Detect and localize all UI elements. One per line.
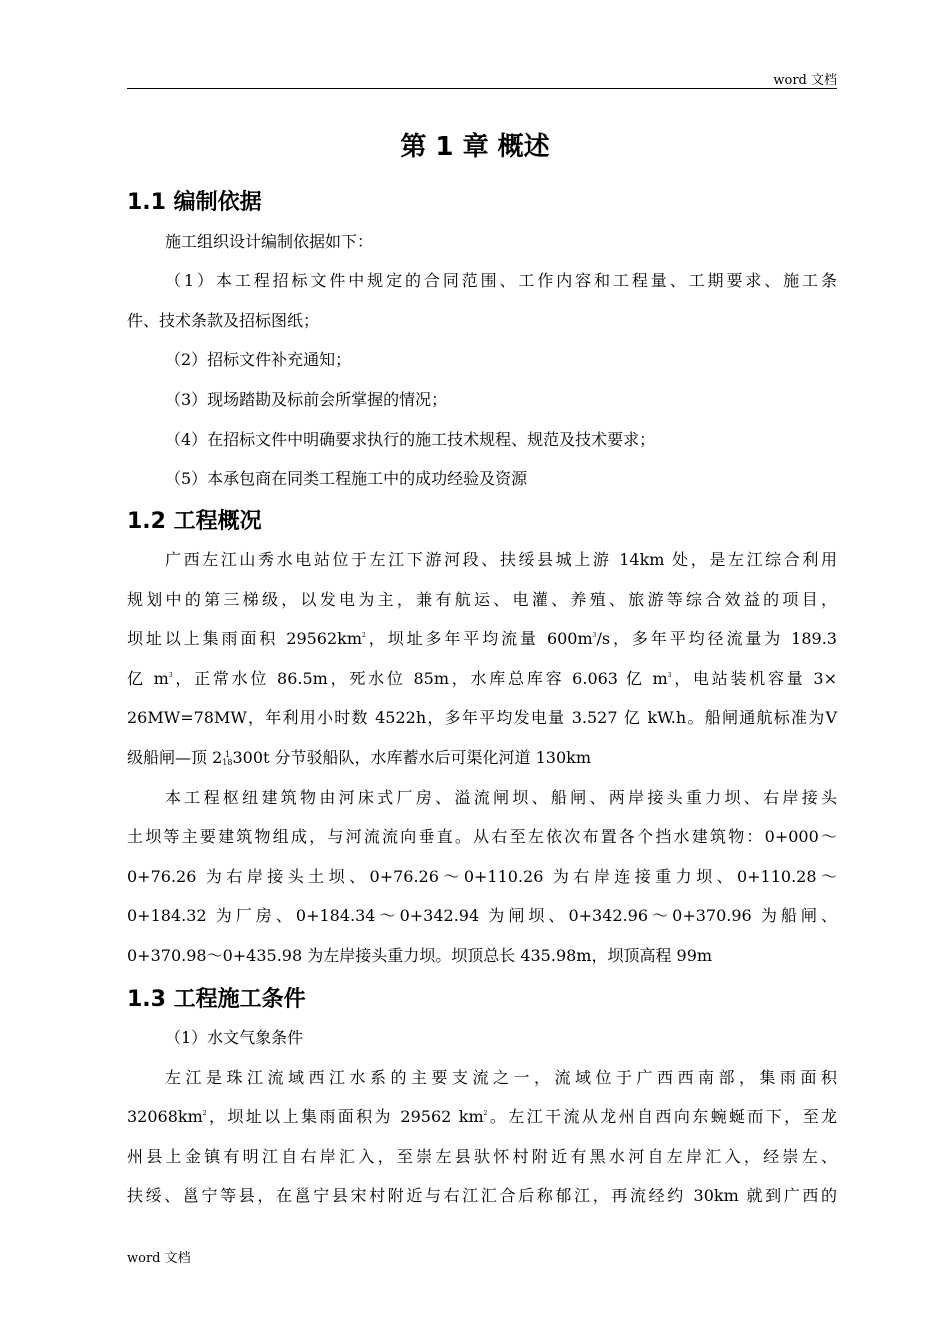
s2-p1-line1: 广西左江山秀水电站位于左江下游河段、扶绥县城上游 14km 处，是左江综合利用 <box>165 550 837 569</box>
s2-p1-line6 <box>127 747 837 769</box>
superscript: 3 <box>592 632 597 639</box>
text: ，正常水位 86.5m，死水位 85m，水库总库容 6.063 亿 m <box>172 669 668 688</box>
s2-p1-line5: 26MW=78MW，年利用小时数 4522h，多年平均发电量 3.527 亿 kW.h。船闸通航标准为Ⅴ <box>127 708 837 727</box>
section-1-3-heading: 1.3 工程施工条件 <box>127 987 306 1012</box>
s3-p-line1: 左江是珠江流域西江水系的主要支流之一，流域位于广西西南部，集雨面积 <box>165 1068 837 1087</box>
fraction-numerator: 1 <box>224 749 230 759</box>
superscript: 2 <box>362 632 366 639</box>
s1-intro: 施工组织设计编制依据如下： <box>165 232 374 251</box>
page-footer: word 文档 <box>127 1251 191 1266</box>
header-divider <box>127 88 837 89</box>
fraction <box>222 751 232 767</box>
superscript: 3 <box>667 672 672 679</box>
text: /s，多年平均径流量为 189.3 <box>596 629 837 648</box>
s3-sub1: （1）水文气象条件 <box>165 1028 304 1047</box>
page-header: word 文档 <box>773 73 837 88</box>
text: 300t 分节驳船队，水库蓄水后可渠化河道 130km <box>232 748 592 767</box>
section-1-1-heading: 1.1 编制依据 <box>127 190 262 215</box>
chapter-title: 第 1 章 概述 <box>400 132 550 162</box>
superscript: 3 <box>168 672 173 679</box>
text: 。左江干流从龙州自西向东蜿蜒而下，至龙 <box>487 1107 837 1126</box>
s2-p2-line3: 0+76.26 为右岸接头土坝、0+76.26～0+110.26 为右岸连接重力坝、0+110.28～ <box>127 867 837 886</box>
text: ，坝址以上集雨面积为 29562 km <box>206 1107 484 1126</box>
text: ，电站装机容量 3× <box>671 669 837 688</box>
s2-p1-line3 <box>127 628 837 650</box>
text: 级船闸—顶 2 <box>127 748 223 767</box>
fraction-denominator: 18 <box>222 757 233 767</box>
s2-p2-line4: 0+184.32 为厂房、0+184.34～0+342.94 为闸坝、0+342.96～0+370.96 为船闸、 <box>127 906 837 925</box>
text: 32068km <box>127 1107 203 1126</box>
s1-item3: （3）现场踏勘及标前会所掌握的情况； <box>165 390 448 409</box>
s2-p2-line2: 土坝等主要建筑物组成，与河流流向垂直。从右至左依次布置各个挡水建筑物：0+000～ <box>127 827 837 846</box>
s3-p-line4: 扶绥、邕宁等县，在邕宁县宋村附近与右江汇合后称郁江，再流经约 30km 就到广西的 <box>127 1186 837 1205</box>
section-1-2-heading: 1.2 工程概况 <box>127 509 262 534</box>
superscript: 2 <box>483 1110 488 1117</box>
s2-p2-line5: 0+370.98～0+435.98 为左岸接头重力坝。坝顶总长 435.98m，坝顶高程 99m <box>127 946 713 965</box>
s1-item2: （2）招标文件补充通知； <box>165 350 352 369</box>
s3-p-line2 <box>127 1106 837 1128</box>
s1-item5: （5）本承包商在同类工程施工中的成功经验及资源 <box>165 469 528 488</box>
s1-item4: （4）在招标文件中明确要求执行的施工技术规程、规范及技术要求； <box>165 430 656 449</box>
s1-item1-line2: 件、技术条款及招标图纸； <box>127 311 320 330</box>
text: ，坝址多年平均流量 600m <box>365 629 593 648</box>
superscript: 2 <box>202 1110 207 1117</box>
s2-p1-line4 <box>127 668 837 690</box>
text: 坝址以上集雨面积 29562km <box>127 629 363 648</box>
s2-p2-line1: 本工程枢纽建筑物由河床式厂房、溢流闸坝、船闸、两岸接头重力坝、右岸接头 <box>165 788 837 807</box>
text: 亿 m <box>127 669 169 688</box>
s1-item1-line1: （1）本工程招标文件中规定的合同范围、工作内容和工程量、工期要求、施工条 <box>165 271 837 290</box>
s3-p-line3: 州县上金镇有明江自右岸汇入，至崇左县驮怀村附近有黑水河自左岸汇入，经崇左、 <box>127 1147 837 1166</box>
s2-p1-line2: 规划中的第三梯级，以发电为主，兼有航运、电灌、养殖、旅游等综合效益的项目， <box>127 590 837 609</box>
